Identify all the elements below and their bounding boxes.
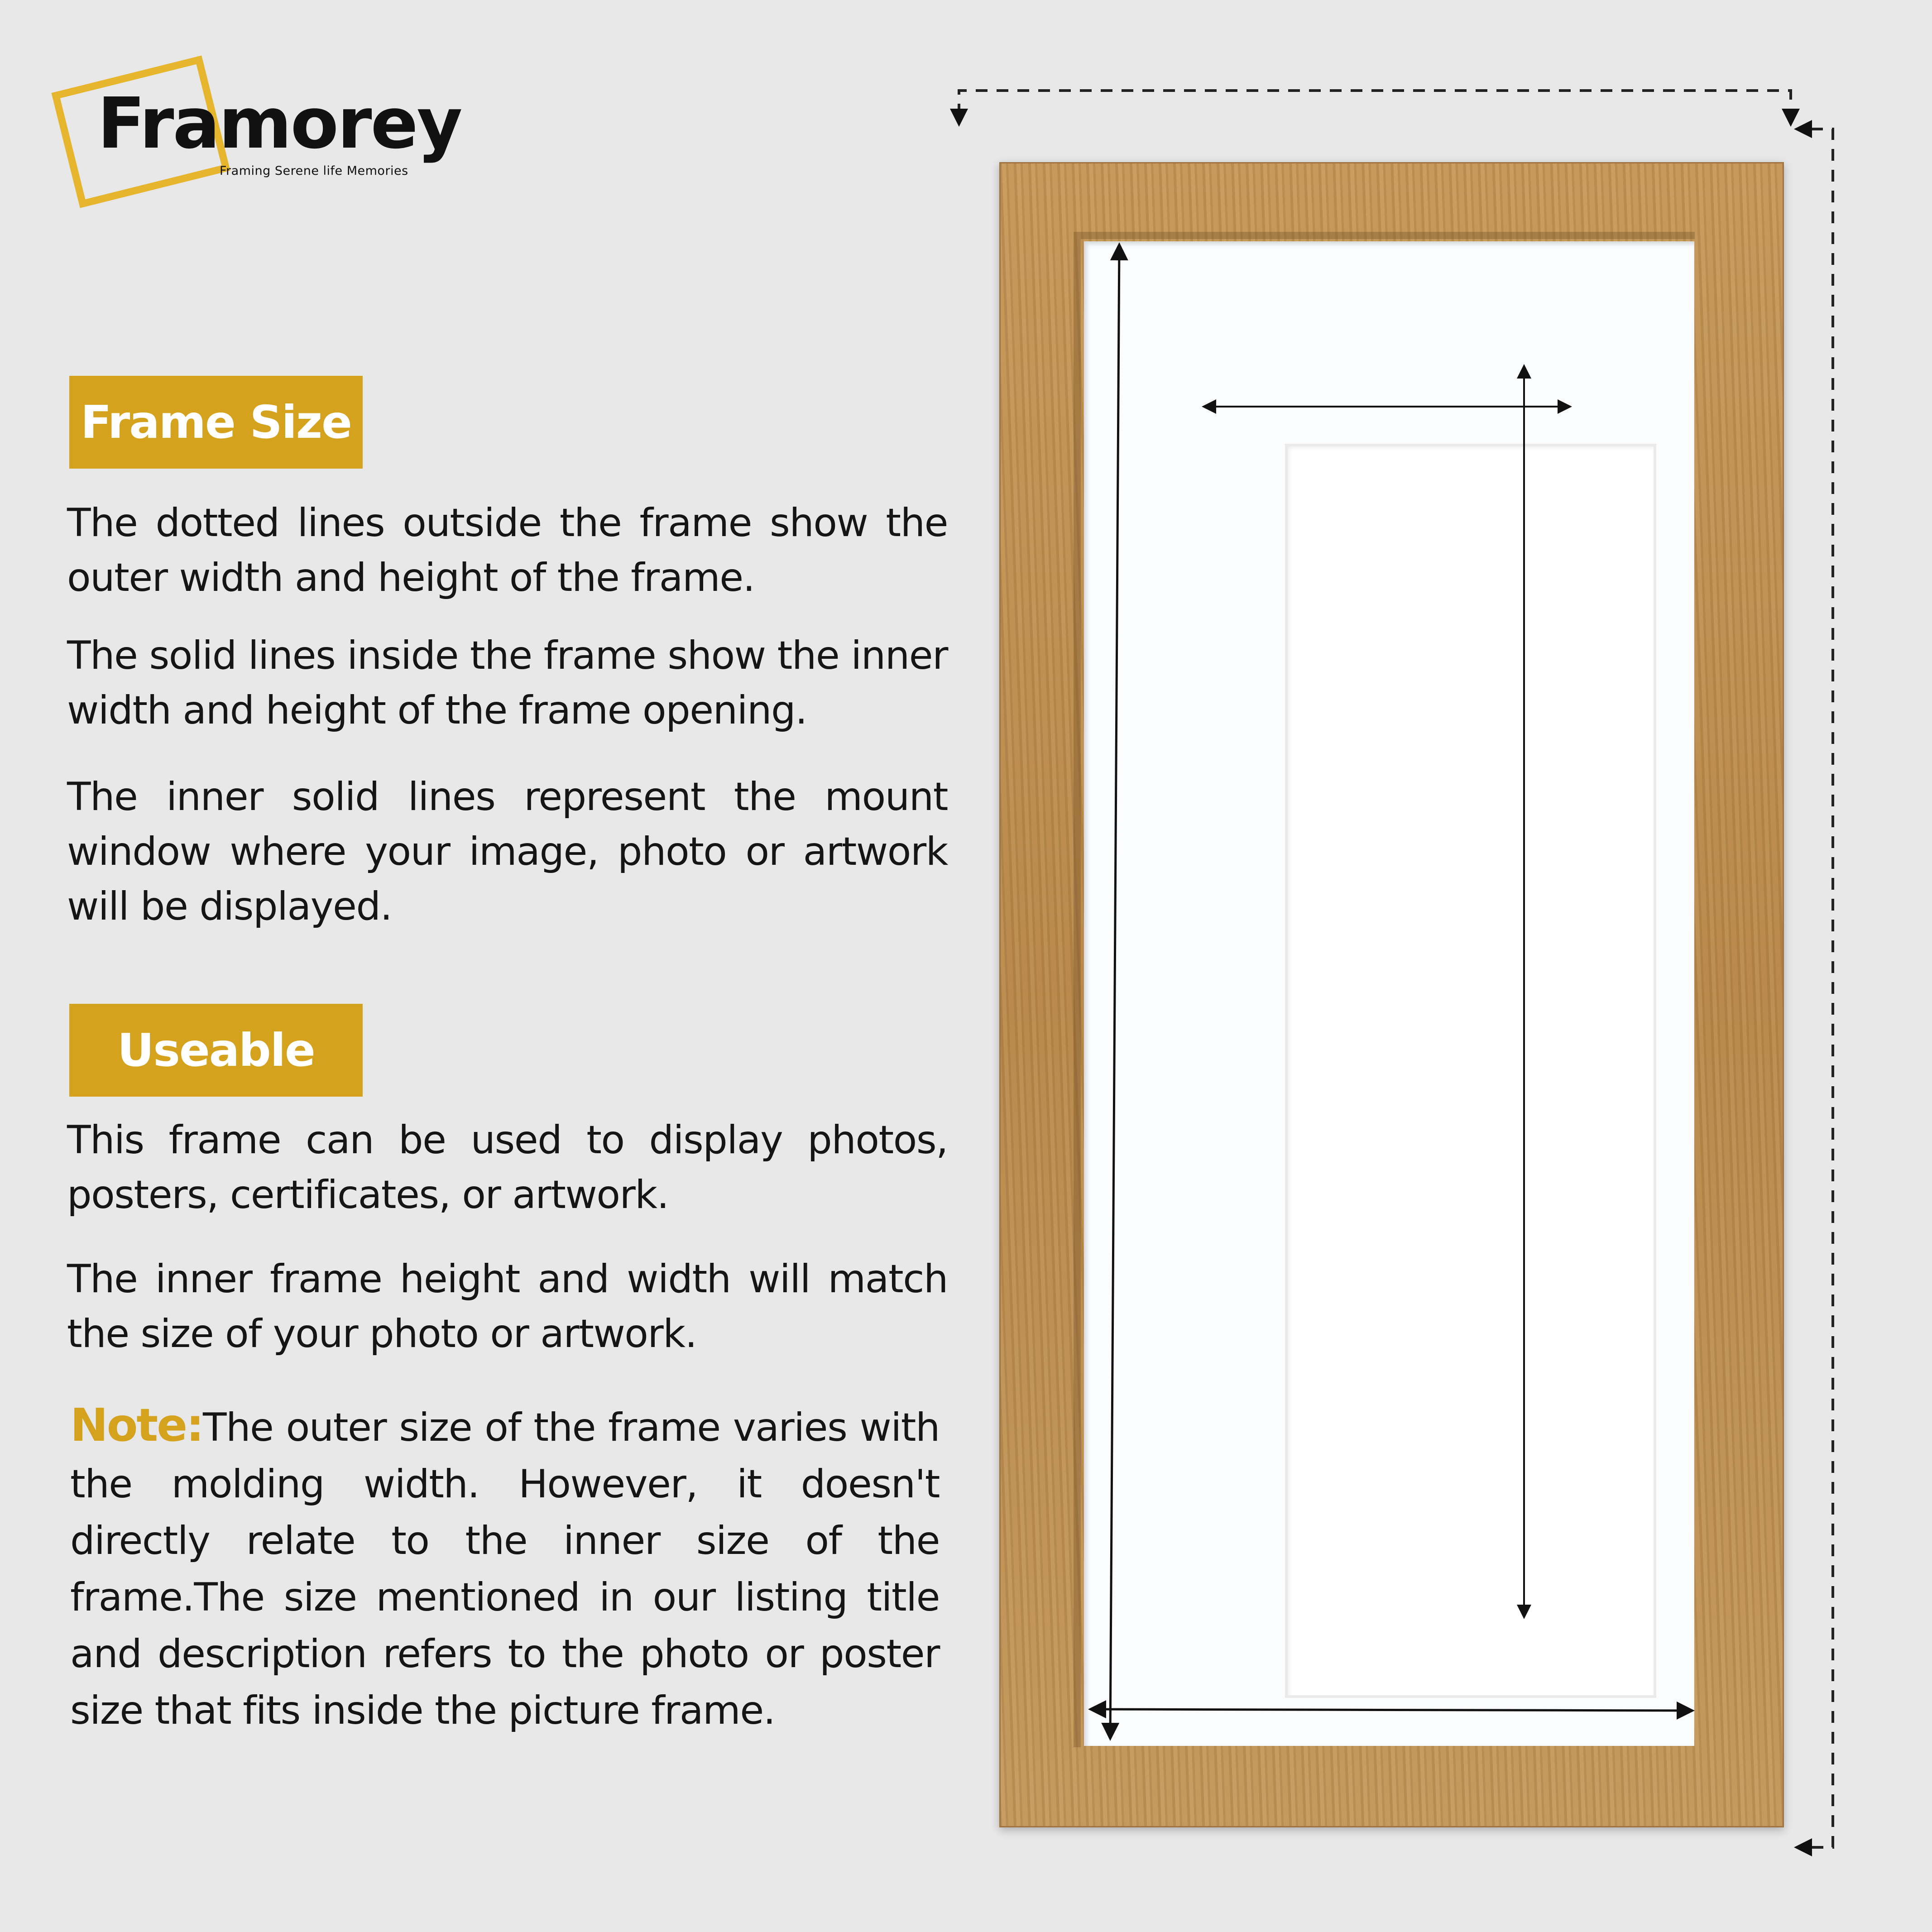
- frame-size-paragraph-2: The solid lines inside the frame show the inner width and height of the frame opening.: [67, 633, 948, 733]
- outer-height-dotted-line: [1794, 120, 1833, 1856]
- frame-size-paragraph-1: The dotted lines outside the frame show the outer width and height of the frame.: [67, 500, 948, 600]
- inner-width-line: [1090, 1709, 1692, 1711]
- useable-paragraph-1: This frame can be used to display photos, posters, certificates, or artwork.: [67, 1117, 948, 1218]
- inner-height-line: [1110, 244, 1119, 1739]
- note-text: The outer size of the frame varies with the molding width. However, it doesn't directly relate to the inner size of the frame.The size mentioned in our listing title and description refers to the photo or poster size that fits inside the picture frame.: [70, 1405, 940, 1733]
- logo-tagline: Framing Serene life Memories: [220, 164, 408, 178]
- useable-heading: Useable: [69, 1004, 363, 1097]
- arrow-left-icon: [1794, 1838, 1812, 1856]
- arrow-down-icon: [950, 109, 968, 127]
- frame-size-heading: Frame Size: [69, 376, 363, 469]
- arrow-left-icon: [1794, 120, 1812, 138]
- note-label: Note:: [70, 1399, 203, 1452]
- arrow-down-icon: [1782, 109, 1800, 127]
- logo-wordmark: Framorey: [97, 82, 461, 164]
- frame-size-paragraph-3: The inner solid lines represent the mount window where your image, photo or artwork will be displayed.: [67, 774, 948, 929]
- outer-width-dotted-line: [950, 91, 1800, 127]
- useable-paragraph-2: The inner frame height and width will match the size of your photo or artwork.: [67, 1256, 948, 1357]
